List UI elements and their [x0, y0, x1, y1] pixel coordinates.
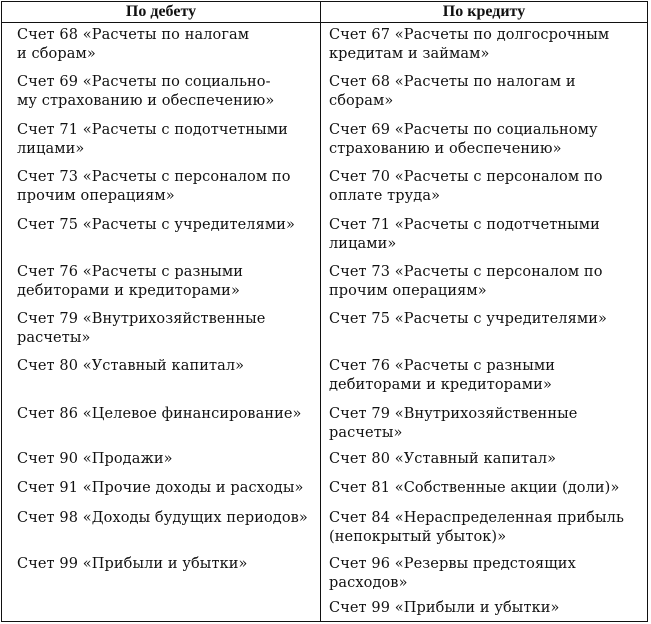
credit-entry: Счет 69 «Расчеты по социальному страхованию и обеспечению» — [329, 122, 598, 157]
debit-entry: Счет 73 «Расчеты с персоналом по прочим операциям» — [17, 169, 291, 204]
debit-entry: Счет 71 «Расчеты с подотчетными лицами» — [17, 122, 288, 157]
credit-entry: Счет 67 «Расчеты по долгосрочным кредитам и займам» — [329, 27, 610, 62]
credit-entry: Счет 75 «Расчеты с учредителями» — [329, 311, 607, 327]
debit-entry: Счет 91 «Прочие доходы и расходы» — [17, 480, 304, 496]
credit-entry: Счет 70 «Расчеты с персоналом по оплате труда» — [329, 169, 603, 204]
header-debit: По дебету — [125, 3, 197, 20]
debit-entry: Счет 99 «Прибыли и убытки» — [17, 556, 248, 572]
credit-entry: Счет 99 «Прибыли и убытки» — [329, 600, 560, 616]
debit-entry: Счет 86 «Целевое финансирование» — [17, 406, 302, 422]
accounts-correspondence-table — [1, 1, 648, 622]
credit-entry: Счет 76 «Расчеты с разными дебиторами и кредиторами» — [329, 358, 555, 393]
debit-entry: Счет 98 «Доходы будущих периодов» — [17, 510, 308, 526]
debit-entry: Счет 68 «Расчеты по налогам и сборам» — [17, 27, 250, 62]
credit-entry: Счет 79 «Внутрихозяйственные расчеты» — [329, 406, 578, 441]
debit-entry: Счет 90 «Продажи» — [17, 451, 173, 467]
column-divider — [320, 2, 321, 621]
debit-entry: Счет 75 «Расчеты с учредителями» — [17, 217, 295, 233]
credit-entry: Счет 96 «Резервы предстоящих расходов» — [329, 556, 576, 591]
debit-entry: Счет 76 «Расчеты с разными дебиторами и кредиторами» — [17, 264, 243, 299]
debit-entry: Счет 79 «Внутрихозяйственные расчеты» — [17, 311, 266, 346]
credit-entry: Счет 80 «Уставный капитал» — [329, 451, 557, 467]
credit-entry: Счет 68 «Расчеты по налогам и сборам» — [329, 74, 576, 109]
debit-entry: Счет 69 «Расчеты по социально- му страхованию и обеспечению» — [17, 74, 275, 109]
credit-entry: Счет 84 «Нераспределенная прибыль (непокрытый убыток)» — [329, 510, 624, 545]
table-header-row — [2, 2, 647, 23]
credit-entry: Счет 73 «Расчеты с персоналом по прочим операциям» — [329, 264, 603, 299]
header-credit: По кредиту — [442, 3, 526, 20]
credit-entry: Счет 81 «Собственные акции (доли)» — [329, 480, 620, 496]
debit-entry: Счет 80 «Уставный капитал» — [17, 358, 245, 374]
credit-entry: Счет 71 «Расчеты с подотчетными лицами» — [329, 217, 600, 252]
